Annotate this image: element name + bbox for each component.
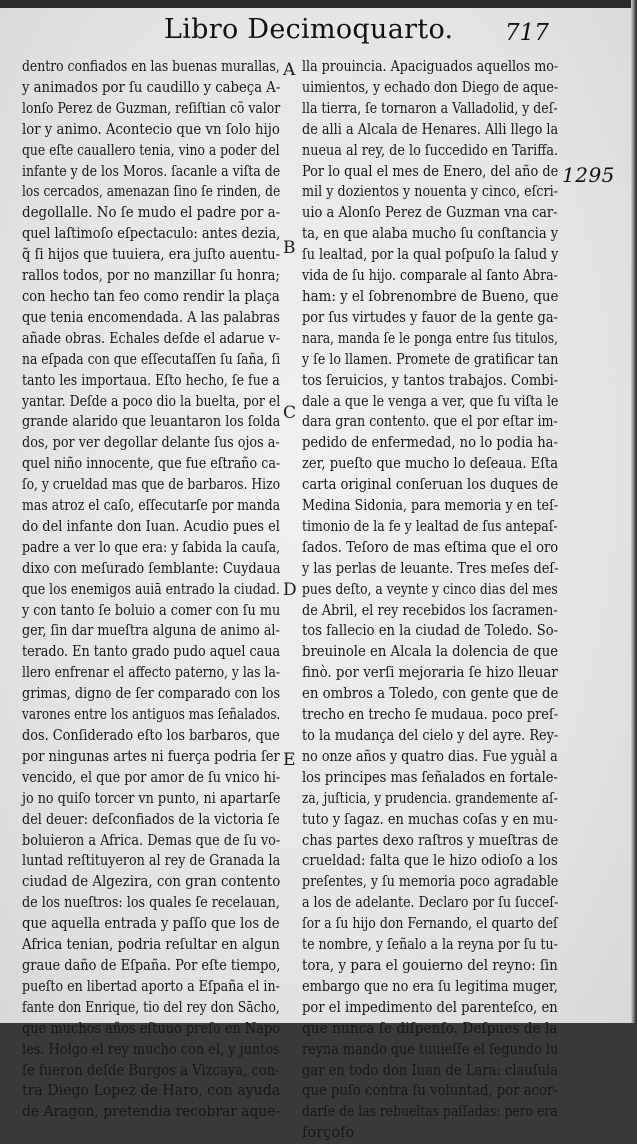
text-line: los principes mas ſeñalados en fortale- <box>302 768 558 786</box>
running-head: Libro Decimoquarto. <box>164 14 454 45</box>
text-line: na eſpada con que eſſecutaſſen ſu ſaña, ſi <box>22 350 281 368</box>
section-marker-c: C <box>283 403 297 423</box>
text-line: chas partes dexo raſtros y mueſtras de <box>302 831 559 849</box>
text-line: dale a que le venga a ver, que ſu viſta le <box>302 392 559 410</box>
text-line: que eſte cauallero tenia, vino a poder del <box>22 141 280 159</box>
text-line: q̃ ſi hijos que tuuiera, era juſto auentu- <box>22 246 281 264</box>
text-line: que puſo contra ſu voluntad, por acor- <box>302 1082 558 1100</box>
text-line: llero enfrenar el affecto paterno, y las la- <box>22 664 281 682</box>
text-line: Africa tenian, podria reſultar en algun <box>22 936 280 954</box>
margin-year-note: 1295 <box>562 163 615 187</box>
text-line: les. Holgo el rey mucho con el, y juntos <box>22 1040 280 1058</box>
text-line: dara gran contento. que el por eſtar im- <box>302 413 558 431</box>
text-line: pedido de enfermedad, no lo podia ha- <box>302 434 558 452</box>
section-marker-a: A <box>283 60 296 80</box>
text-line: finò. por verſi mejoraria ſe hizo lleuar <box>302 664 558 682</box>
text-line: timonio de la fe y lealtad de ſus antepaſ- <box>302 517 558 535</box>
text-line: tos ſeruicios, y tantos trabajos. Combi- <box>302 371 559 389</box>
text-line: carta original conſeruan los duques de <box>302 476 559 494</box>
text-line: yantar. Deſde a poco dio la buelta, por el <box>22 392 281 410</box>
text-line: ſor a ſu hijo don Fernando, el quarto deſ <box>302 915 558 933</box>
text-line: te nombre, y ſeñalo a la reyna por ſu tu- <box>302 936 558 954</box>
text-line: rallos todos, por no manzillar ſu honra; <box>22 267 280 285</box>
text-line: Medina Sidonia, para memoria y en teſ- <box>302 497 559 515</box>
text-line: pueſto en libertad aporto a Eſpaña el in- <box>22 977 280 995</box>
text-line: dos. Conſiderado eſto los barbaros, que <box>22 727 280 744</box>
text-line: pues deſto, a veynte y cinco dias del mes <box>302 580 558 598</box>
text-line: ſe fueron deſde Burgos a Vizcaya, con- <box>22 1061 280 1079</box>
text-line: fante don Enrique, tio del rey don Sācho, <box>22 998 280 1016</box>
section-marker-b: B <box>283 238 296 258</box>
text-line: terado. En tanto grado pudo aquel caua <box>22 643 281 661</box>
text-line: de alli a Alcala de Henares. Alli llego la <box>302 120 559 138</box>
text-line: mas atroz el caſo, eſſecutarſe por manda <box>22 497 281 515</box>
text-line: y animados por ſu caudillo y cabeça A- <box>22 78 281 96</box>
text-line: los cercados, amenazan ſino ſe rinden, de <box>22 183 281 201</box>
text-line: ham: y el ſobrenombre de Bueno, que <box>302 287 559 305</box>
text-line: ſu lealtad, por la qual poſpuſo la ſalud y <box>302 246 559 264</box>
section-marker-e: E <box>283 750 296 770</box>
text-line: lla tierra, ſe tornaron a Valladolid, y deſ- <box>302 99 558 117</box>
text-line: tra Diego Lopez de Haro, con ayuda <box>22 1082 281 1100</box>
text-line: tos fallecio en la ciudad de Toledo. So- <box>302 622 559 640</box>
text-line: infante y de los Moros. ſacanle a viſta de <box>22 162 281 180</box>
text-line: ſados. Teſoro de mas eſtima que el oro <box>302 538 559 556</box>
text-line: crueldad: falta que le hizo odioſo a los <box>302 852 558 870</box>
text-line: dixo con meſurado ſemblante: Cuydaua <box>22 559 281 577</box>
text-line: que los enemigos auiā entrado la ciudad. <box>22 580 280 598</box>
text-line: grande alarido que leuantaron los ſolda <box>22 413 281 431</box>
text-line: y ſe lo llamen. Promete de gratificar tan <box>302 350 559 368</box>
text-line: breuinole en Alcala la dolencia de que <box>302 643 559 661</box>
text-line: zer, pueſto que mucho lo deſeaua. Eſta <box>302 455 559 473</box>
text-line: que nunca ſe diſpenſo. Deſpues de la <box>302 1019 558 1037</box>
text-line: añade obras. Echales deſde el adarue v- <box>22 329 280 347</box>
text-line: boluieron a Africa. Demas que de ſu vo- <box>22 831 281 849</box>
section-marker-d: D <box>283 580 297 600</box>
text-line: trecho en trecho ſe mudaua. poco preſ- <box>302 706 559 724</box>
text-line: que tenia encomendada. A las palabras <box>22 308 280 326</box>
text-line: del deuer: deſconfiados de la victoria ſe <box>22 810 280 828</box>
text-line: que aquella entrada y paſſo que los de <box>22 915 280 933</box>
text-line: en ombros a Toledo, con gente que de <box>302 685 559 703</box>
text-line: ſo, y crueldad mas que de barbaros. Hizo <box>22 476 281 494</box>
text-line: de los nueſtros: los quales ſe recelauan, <box>22 894 280 912</box>
text-line: lla prouincia. Apaciguados aquellos mo- <box>302 58 559 75</box>
left-text-column <box>22 57 280 1123</box>
text-line: darſe de las rebueltas paſſadas: pero era <box>302 1103 558 1121</box>
text-line: lonſo Perez de Guzman, reſiſtian cõ valor <box>22 99 281 117</box>
text-line: varones entre los antiguos mas ſeñalados. <box>22 706 281 724</box>
text-line: luntad reſtituyeron al rey de Granada la <box>22 852 281 870</box>
text-line: tuto y ſagaz. en muchas coſas y en mu- <box>302 810 558 828</box>
text-line: ta, en que alaba mucho ſu conſtancia y <box>302 225 559 243</box>
text-line: ger, ſin dar mueſtra alguna de animo al- <box>22 622 280 640</box>
text-line: no onze años y quatro dias. Fue yguàl a <box>302 747 558 765</box>
text-line: vida de ſu hijo. comparale al ſanto Abra- <box>302 267 558 285</box>
text-line: embargo que no era ſu legitima muger, <box>302 977 558 995</box>
text-line: que muchos años eſtuuo preſo en Napo <box>22 1019 281 1037</box>
text-line: de Abril, el rey recebidos los ſacramen- <box>302 601 558 619</box>
text-line: por ſus virtudes y fauor de la gente ga- <box>302 308 558 326</box>
text-line: graue daño de Eſpaña. Por eſte tiempo, <box>22 956 281 974</box>
text-line: con hecho tan feo como rendir la plaça <box>22 287 280 305</box>
text-line: mil y dozientos y nouenta y cinco, eſcri- <box>302 183 558 201</box>
text-line: nara, manda ſe le ponga entre ſus titulos, <box>302 329 559 347</box>
text-line: ciudad de Algezira, con gran contento <box>22 873 281 891</box>
text-line: a los de adelante. Declaro por ſu ſucceſ- <box>302 894 559 912</box>
text-line: uimientos, y echado don Diego de aque- <box>302 78 559 96</box>
text-line: do del infante don Iuan. Acudio pues el <box>22 517 280 535</box>
text-line: forçoſo <box>302 1124 355 1142</box>
text-line: padre a ver lo que era: y ſabida la cauſa, <box>22 538 281 556</box>
text-line: degollalle. No ſe mudo el padre por a- <box>22 204 281 222</box>
text-line: por ningunas artes ni fuerça podria ſer <box>22 747 280 765</box>
text-line: lor y animo. Acontecio que vn ſolo hijo <box>22 120 280 138</box>
text-line: quel niño innocente, que fue eſtraño ca- <box>22 455 281 473</box>
text-line: dentro confiados en las buenas murallas, <box>22 58 280 75</box>
text-line: jo no quiſo torcer vn punto, ni apartarſe <box>22 789 281 807</box>
text-line: za, juſticia, y prudencia. grandemente aſ- <box>302 789 558 807</box>
text-line: vencido, el que por amor de ſu vnico hi- <box>22 768 281 786</box>
text-line: preſentes, y ſu memoria poco agradable <box>302 873 559 891</box>
page-gutter-shadow <box>631 0 637 1023</box>
text-line: nueua al rey, de lo ſuccedido en Tariffa. <box>302 141 559 159</box>
text-line: to la mudança del cielo y del ayre. Rey- <box>302 727 559 744</box>
text-line: quel laſtimoſo eſpectaculo: antes dezia, <box>22 225 281 243</box>
text-line: grimas, digno de ſer comparado con los <box>22 685 281 703</box>
page-top-shadow <box>0 0 637 8</box>
text-line: tanto les importaua. Eſto hecho, ſe fue a <box>22 371 280 389</box>
text-line: tora, y para el gouierno del reyno: ſin <box>302 956 558 974</box>
right-text-column <box>302 57 558 1144</box>
text-line: reyna mando que tuuieſſe el ſegundo lu <box>302 1040 559 1058</box>
text-line: Por lo qual el mes de Enero, del año de <box>302 162 559 180</box>
page-number: 717 <box>505 20 549 46</box>
text-line: y las perlas de leuante. Tres meſes deſ- <box>302 559 559 577</box>
text-line: de Aragon, pretendia recobrar aque- <box>22 1103 281 1121</box>
text-line: y con tanto ſe boluio a comer con ſu mu <box>22 601 281 619</box>
text-line: por el impedimento del parenteſco, en <box>302 998 558 1016</box>
text-line: dos, por ver degollar delante ſus ojos a- <box>22 434 280 452</box>
text-line: gar en todo don Iuan de Lara: clauſula <box>302 1061 559 1079</box>
text-line: uio a Alonſo Perez de Guzman vna car- <box>302 204 558 222</box>
